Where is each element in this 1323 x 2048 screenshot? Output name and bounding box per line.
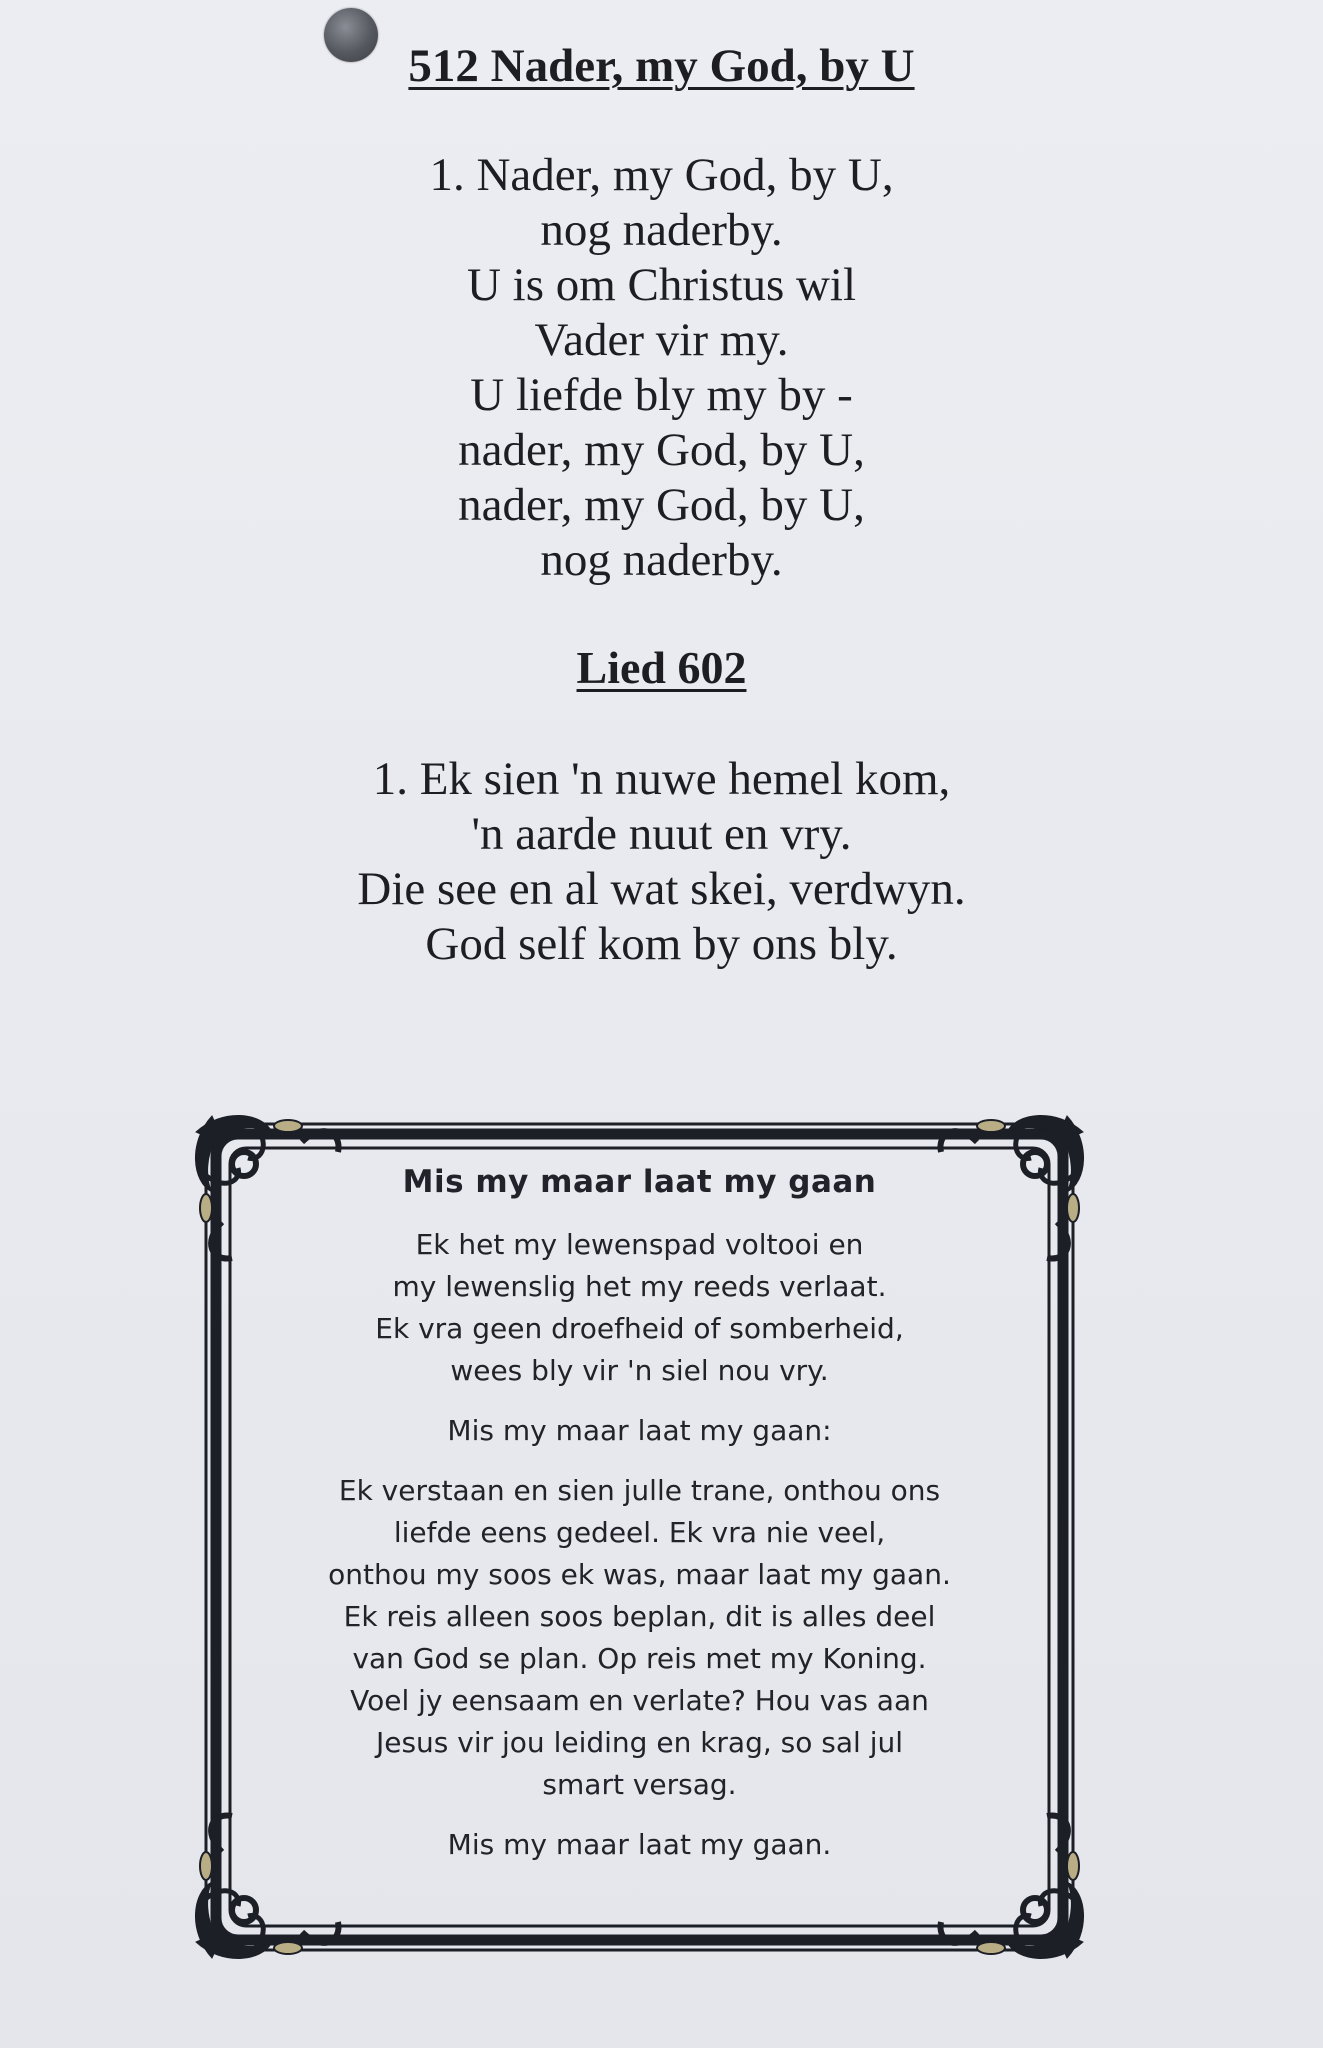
verse-line: nader, my God, by U, [458,424,865,476]
poem-line: onthou my soos ek was, maar laat my gaan. [328,1558,951,1591]
verse-line: Die see en al wat skei, verdwyn. [357,863,966,915]
verse-line: 1. Ek sien 'n nuwe hemel kom, [372,753,951,805]
poem-text [252,1162,1027,1884]
poem-line: Ek vra geen droefheid of somberheid, [375,1312,904,1345]
verse-line: God self kom by ons bly. [425,918,898,970]
poem-line: my lewenslig het my reeds verlaat. [392,1270,887,1303]
verse-line: nog naderby. [540,204,783,256]
poem-stanza-2 [252,1470,1027,1806]
verse-line: Vader vir my. [534,314,789,366]
poem-refrain-2: Mis my maar laat my gaan. [447,1828,832,1861]
verse-line: nader, my God, by U, [458,479,865,531]
verse-line: U liefde bly my by - [470,369,853,421]
lied-602-verse [0,752,1323,972]
poem-line: Ek het my lewenspad voltooi en [415,1228,864,1261]
poem-title: Mis my maar laat my gaan [402,1164,877,1200]
poem-line: van God se plan. Op reis met my Koning. [352,1642,927,1675]
poem-line: liefde eens gedeel. Ek vra nie veel, [393,1516,886,1549]
verse-line: 'n aarde nuut en vry. [471,808,852,860]
verse-line: U is om Christus wil [466,259,857,311]
poem-line: Jesus vir jou leiding en krag, so sal jul [375,1726,904,1759]
poem-frame [192,1112,1087,1962]
hymn-512-verse [0,148,1323,588]
poem-refrain-1: Mis my maar laat my gaan: [447,1414,832,1447]
hymn-512-title [0,38,1323,94]
poem-line: Ek verstaan en sien julle trane, onthou ons [338,1474,941,1507]
hymn-512-title-text: 512 Nader, my God, by U [408,40,915,92]
verse-line: nog naderby. [540,534,783,586]
verse-line: 1. Nader, my God, by U, [429,149,894,201]
poem-line: Voel jy eensaam en verlate? Hou vas aan [350,1684,929,1717]
poem-line: Ek reis alleen soos beplan, dit is alles deel [343,1600,936,1633]
lied-602-title-text: Lied 602 [576,642,747,693]
poem-stanza-1 [252,1224,1027,1392]
lied-602-title [0,640,1323,696]
poem-line: smart versag. [542,1768,737,1801]
poem-line: wees bly vir 'n siel nou vry. [450,1354,829,1387]
